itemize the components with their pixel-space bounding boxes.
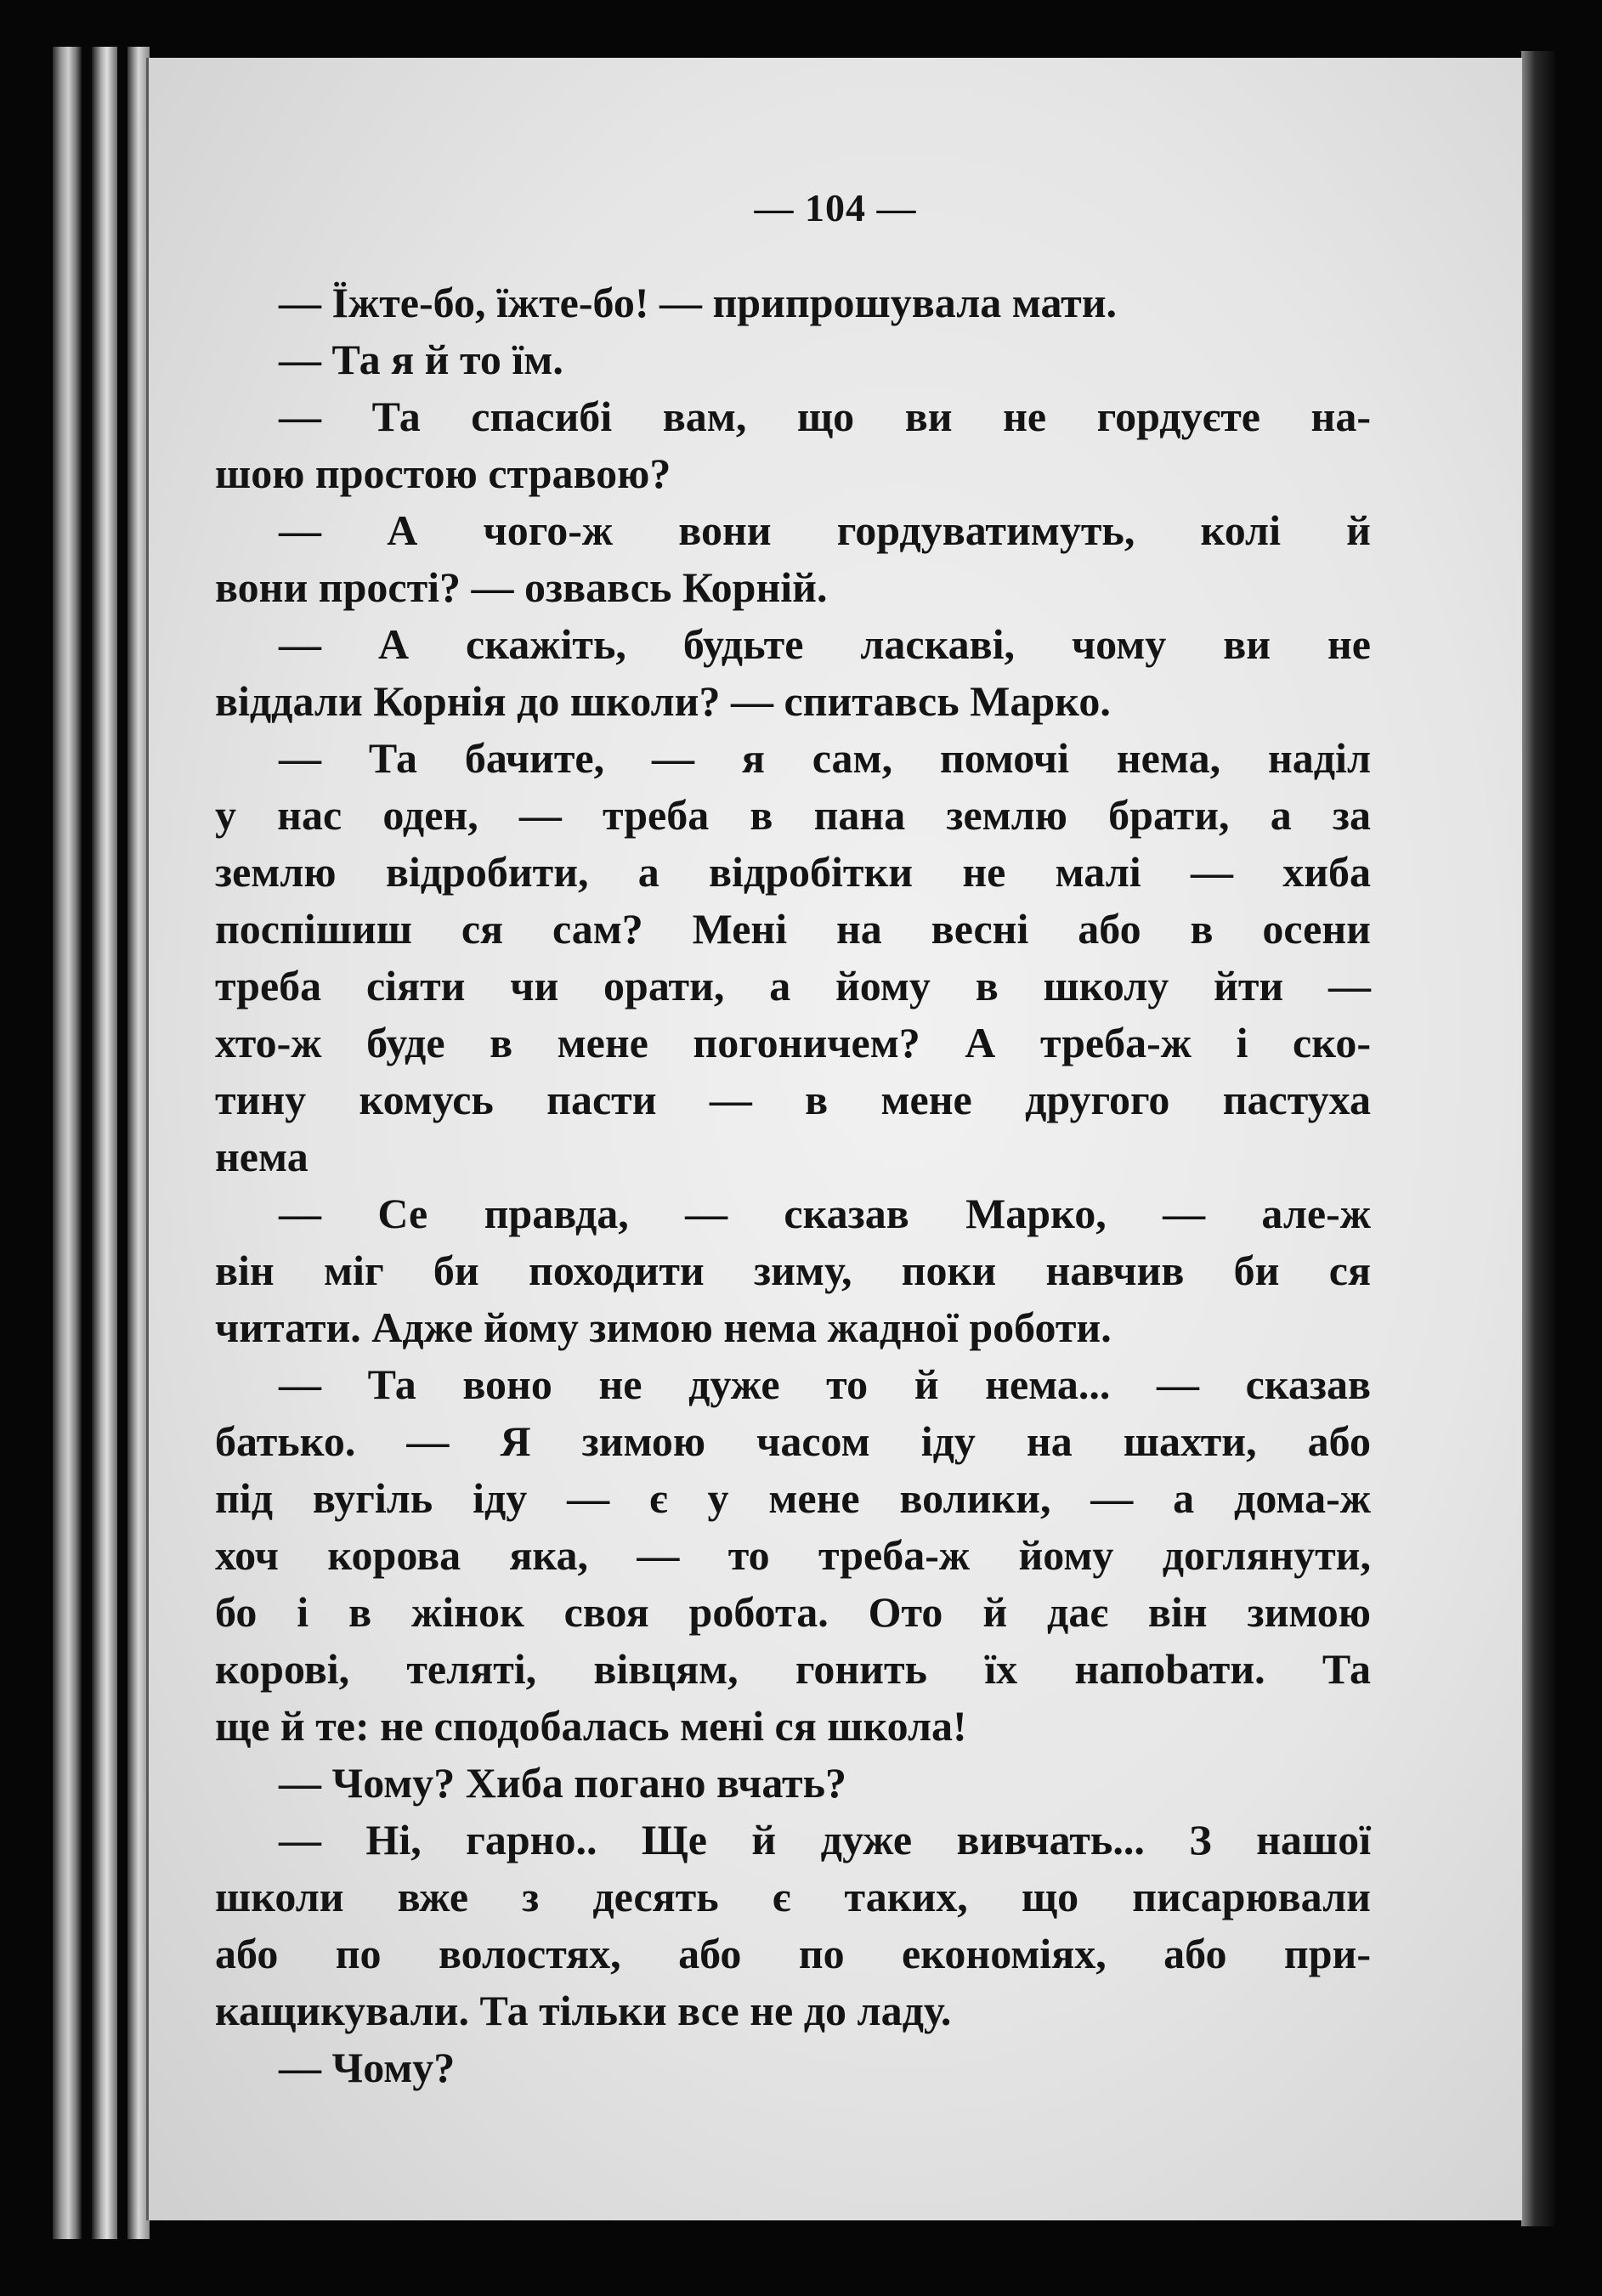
text-line: хоч корова яка, — то треба-ж йому доглянути, xyxy=(215,1531,1371,1579)
text-line: треба сіяти чи орати, а йому в школу йти — xyxy=(215,962,1371,1009)
text-line: — Та воно не дуже то й нема... — сказав xyxy=(279,1360,1371,1408)
text-line: — Та бачите, — я сам, помочі нема, наділ xyxy=(279,734,1371,782)
text-line: — Їжте-бо, їжте-бо! — припрошувала мати. xyxy=(279,279,1118,326)
text-line: поспішиш ся сам? Мені на весні або в осени xyxy=(215,905,1371,953)
page-edge-shadow xyxy=(1521,51,1555,2226)
text-line: школи вже з десять є таких, що писарювали xyxy=(215,1873,1371,1920)
text-line: батько. — Я зимою часом іду на шахти, або xyxy=(215,1417,1371,1465)
text-line: у нас оден, — треба в пана землю брати, а за xyxy=(215,791,1371,839)
text-line: шою простою стравою? xyxy=(215,450,671,497)
text-line: хто-ж буде в мене погоничем? А треба-ж і ско- xyxy=(215,1019,1371,1066)
text-line: читати. Адже йому зимою нема жадної роботи. xyxy=(215,1304,1112,1351)
text-line: — Та спасибі вам, що ви не гордуєте на- xyxy=(279,393,1371,440)
text-line: кащикували. Та тільки все не до ладу. xyxy=(215,1987,952,2034)
text-line: вони прості? — озвавсь Корній. xyxy=(215,563,828,611)
text-line: бо і в жінок своя робота. Ото й дає він зимою xyxy=(215,1588,1371,1636)
binding-strip xyxy=(53,47,82,2239)
text-line: він міг би походити зиму, поки навчив би ся xyxy=(215,1247,1371,1294)
text-line: віддали Корнія до школи? — спитавсь Марко. xyxy=(215,677,1111,725)
body-text xyxy=(215,274,1371,2096)
text-line: нема xyxy=(215,1133,309,1180)
text-line: — Чому? Хиба погано вчать? xyxy=(279,1759,847,1807)
text-line: землю відробити, а відробітки не малі — хиба xyxy=(215,848,1371,896)
text-line: або по волостях, або по економіях, або при- xyxy=(215,1930,1371,1977)
text-line: тину комусь пасти — в мене другого пастуха xyxy=(215,1076,1371,1123)
text-line: — Се правда, — сказав Марко, — але-ж xyxy=(279,1190,1371,1237)
text-line: — Ні, гарно.. Ще й дуже вивчать... З нашої xyxy=(279,1816,1371,1863)
text-line: — Чому? xyxy=(279,2044,456,2091)
text-line: ще й те: не сподобалась мені ся школа! xyxy=(215,1702,967,1750)
page-number: — 104 — xyxy=(754,186,917,229)
text-line: під вугіль іду — є у мене волики, — а дома-ж xyxy=(215,1474,1371,1522)
binding-strip xyxy=(92,47,117,2239)
text-line: корові, теляті, вівцям, гонить їх напоbати. Та xyxy=(215,1645,1371,1693)
text-line: — А скажіть, будьте ласкаві, чому ви не xyxy=(279,620,1371,668)
text-line: — Та я й то їм. xyxy=(279,336,563,383)
text-line: — А чого-ж вони гордуватимуть, колі й xyxy=(279,506,1371,554)
book-page xyxy=(146,58,1522,2220)
